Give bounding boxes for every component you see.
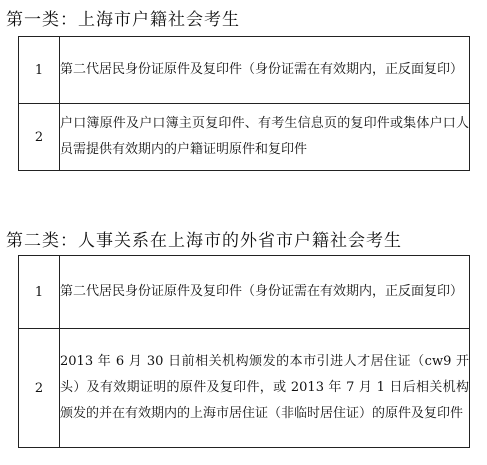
row-requirement-text: 第二代居民身份证原件及复印件（身份证需在有效期内，正反面复印） [60,37,470,104]
table-row [19,256,470,329]
table-row [19,104,470,171]
table-row [19,329,470,448]
requirements-table-local [18,36,470,171]
section-heading-nonlocal: 第二类：人事关系在上海市的外省市户籍社会考生 [6,231,402,251]
row-number: 2 [19,329,60,448]
row-number: 1 [19,256,60,329]
row-number: 2 [19,104,60,171]
row-requirement-text: 2013 年 6 月 30 日前相关机构颁发的本市引进人才居住证（cw9 开头）及有效期证明的原件及复印件，或 2013 年 7 月 1 日后相关机构颁发的并在有效期内的上海市居住证（非临时居住证）的原件及复印件 [60,329,470,448]
row-number: 1 [19,37,60,104]
table-row [19,37,470,104]
requirements-table-nonlocal [18,255,470,448]
row-requirement-text: 第二代居民身份证原件及复印件（身份证需在有效期内，正反面复印） [60,256,470,329]
section-heading-local: 第一类：上海市户籍社会考生 [6,10,240,30]
row-requirement-text: 户口簿原件及户口簿主页复印件、有考生信息页的复印件或集体户口人员需提供有效期内的户籍证明原件和复印件 [60,104,470,171]
